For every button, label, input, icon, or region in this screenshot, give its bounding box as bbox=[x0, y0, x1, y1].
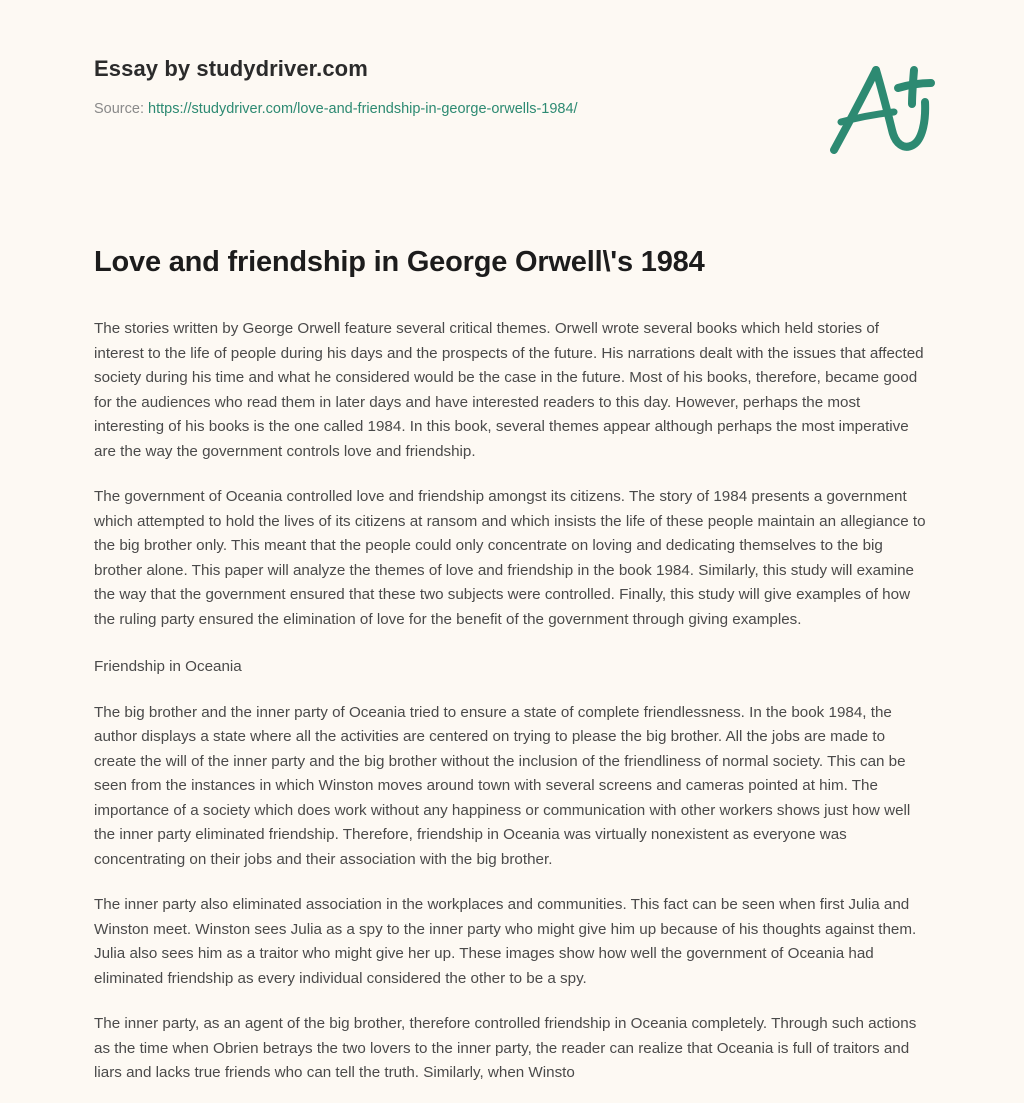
paragraph: The inner party, as an agent of the big brother, therefore controlled friendship in Oceania completely. Through such actions as the time when Obrien betrays the two lovers to the inner party, the reader can realize that Oceania is full of traitors and liars and lacks true friends who can tell the truth. Similarly, when Winsto bbox=[94, 1015, 917, 1082]
section-subheading: Friendship in Oceania bbox=[94, 658, 242, 676]
paragraph: The stories written by George Orwell feature several critical themes. Orwell wrote several books which held stories of interest to the life of people during his days and the prospects of the future. His narrations dealt with the issues that affected society during his time and what he considered would be the case in the future. Most of his books, therefore, became good for the audiences who read them in later days and have interested readers to this day. However, perhaps the most interesting of his books is the one called 1984. In this book, several themes appear although perhaps the most imperative are the way the government controls love and friendship. bbox=[94, 320, 924, 460]
essay-byline: Essay by studydriver.com bbox=[94, 56, 368, 81]
page-title: Love and friendship in George Orwell\'s 1984 bbox=[94, 246, 705, 278]
source-line bbox=[94, 100, 928, 119]
paragraph: The government of Oceania controlled love and friendship amongst its citizens. The story of 1984 presents a government which attempted to hold the lives of its citizens at ransom and which insists the life of these people maintain an allegiance to the big brother only. This meant that the people could only concentrate on loving and dedicating themselves to the big brother alone. This paper will analyze the themes of love and friendship in the book 1984. Similarly, this study will examine the way that the government ensured that these two subjects were controlled. Finally, this study will give examples of how the ruling party ensured the elimination of love for the benefit of the government through giving examples. bbox=[94, 488, 926, 628]
article-body bbox=[0, 244, 1024, 1086]
source-label: Source: bbox=[94, 101, 144, 118]
page-header bbox=[0, 0, 1024, 178]
source-url-link[interactable]: https://studydriver.com/love-and-friendship-in-george-orwells-1984/ bbox=[148, 101, 578, 118]
paragraph: The inner party also eliminated association in the workplaces and communities. This fact can be seen when first Julia and Winston meet. Winston sees Julia as a spy to the inner party who might give him up because of his thoughts against them. Julia also sees him as a traitor who might give her up. These images show how well the government of Oceania had eliminated friendship as every individual considered the other to be a spy. bbox=[94, 896, 917, 987]
article-paragraphs bbox=[94, 317, 928, 1086]
paragraph: The big brother and the inner party of Oceania tried to ensure a state of complete friendlessness. In the book 1984, the author displays a state where all the activities are centered on trying to please the big brother. All the jobs are made to create the will of the inner party and the big brother without the inclusion of the friendliness of normal society. This can be seen from the instances in which Winston moves around town with several screens and cameras pointed at him. The importance of a society which does work without any happiness or communication with other workers shows just how well the inner party eliminated friendship. Therefore, friendship in Oceania was virtually nonexistent as everyone was concentrating on their jobs and their association with the big brother. bbox=[94, 703, 911, 868]
a-plus-logo-icon bbox=[820, 52, 940, 158]
